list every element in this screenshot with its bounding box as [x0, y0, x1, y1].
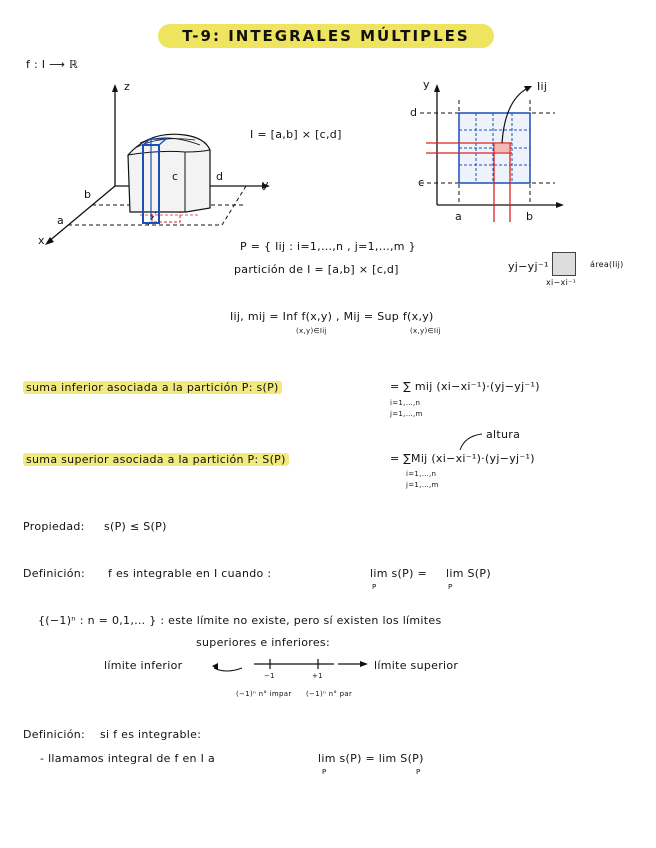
property-text: s(P) ≤ S(P) [104, 520, 167, 533]
definition2-line: - llamamos integral de f en I a [40, 752, 215, 765]
lower-limit-label: límite inferior [104, 659, 183, 672]
definition1-text: f es integrable en I cuando : [108, 567, 272, 580]
definition1-under-left: P [372, 583, 377, 591]
axis-x-label: x [38, 234, 45, 247]
area-height-label: yj−yj⁻¹ [508, 260, 549, 273]
upper-limit-label: límite superior [374, 659, 459, 672]
definition1-formula-left: lim s(P) = [370, 567, 427, 580]
grid-label-a: a [455, 210, 463, 223]
area-width-label: xi−xi⁻¹ [546, 278, 577, 287]
plus-one-tick: +1 [312, 672, 323, 680]
lower-sum-label: suma inferior asociada a la partición P: s(P) [23, 381, 282, 394]
definition2-text: si f es integrable: [100, 728, 202, 741]
definition1-formula-right: lim S(P) [446, 567, 491, 580]
even-label: (−1)ⁿ n° par [306, 690, 353, 698]
rect-definition: I = [a,b] × [c,d] [250, 128, 342, 141]
lower-sum-index-i: i=1,…,n [390, 399, 421, 407]
upper-sum-label: suma superior asociada a la partición P: S(P) [23, 453, 289, 466]
definition2-under-right: P [416, 768, 421, 776]
definition2-label: Definición: [23, 728, 86, 741]
property-label: Propiedad: [23, 520, 85, 533]
upper-sum-index-j: j=1,…,m [406, 481, 439, 489]
mapping-text: f : I ⟶ ℝ [26, 58, 78, 71]
label-a-3d: a [57, 214, 65, 227]
odd-label: (−1)ⁿ n° impar [236, 690, 292, 698]
definition1-label: Definición: [23, 567, 86, 580]
grid-label-Iij: Iij [537, 80, 548, 93]
grid-label-c: c [418, 176, 425, 189]
axis-z-label: z [124, 80, 131, 93]
upper-sum-formula: = ∑Mij (xi−xi⁻¹)·(yj−yj⁻¹) [390, 452, 535, 465]
partition-description: partición de I = [a,b] × [c,d] [234, 263, 399, 276]
label-c-3d: c [172, 170, 179, 183]
altura-annotation: altura [486, 428, 521, 441]
partition-set: P = { Iij : i=1,…,n , j=1,…,m } [240, 240, 416, 253]
label-d-3d: d [216, 170, 224, 183]
sup-subscript: (x,y)∈Iij [410, 327, 441, 335]
grid-label-d: d [410, 106, 418, 119]
axis-y-label: y [262, 178, 269, 191]
upper-sum-index-i: i=1,…,n [406, 470, 437, 478]
grid-label-b: b [526, 210, 534, 223]
page-title: T-9: INTEGRALES MÚLTIPLES [158, 24, 494, 48]
minus-one-tick: −1 [264, 672, 275, 680]
lower-sum-index-j: j=1,…,m [390, 410, 423, 418]
example-text: {(−1)ⁿ : n = 0,1,… } : este límite no existe, pero sí existen los límites [38, 614, 442, 627]
label-b-3d: b [84, 188, 92, 201]
area-label: área(Iij) [590, 260, 624, 269]
inf-sup-definition: Iij, mij = Inf f(x,y) , Mij = Sup f(x,y) [230, 310, 434, 323]
example-text-2: superiores e inferiores: [196, 636, 330, 649]
definition2-formula: lim s(P) = lim S(P) [318, 752, 424, 765]
grid-axis-y: y [423, 78, 430, 91]
lower-sum-formula: = ∑ mij (xi−xi⁻¹)·(yj−yj⁻¹) [390, 380, 540, 393]
definition2-under-left: P [322, 768, 327, 776]
definition1-under-right: P [448, 583, 453, 591]
inf-subscript: (x,y)∈Iij [296, 327, 327, 335]
